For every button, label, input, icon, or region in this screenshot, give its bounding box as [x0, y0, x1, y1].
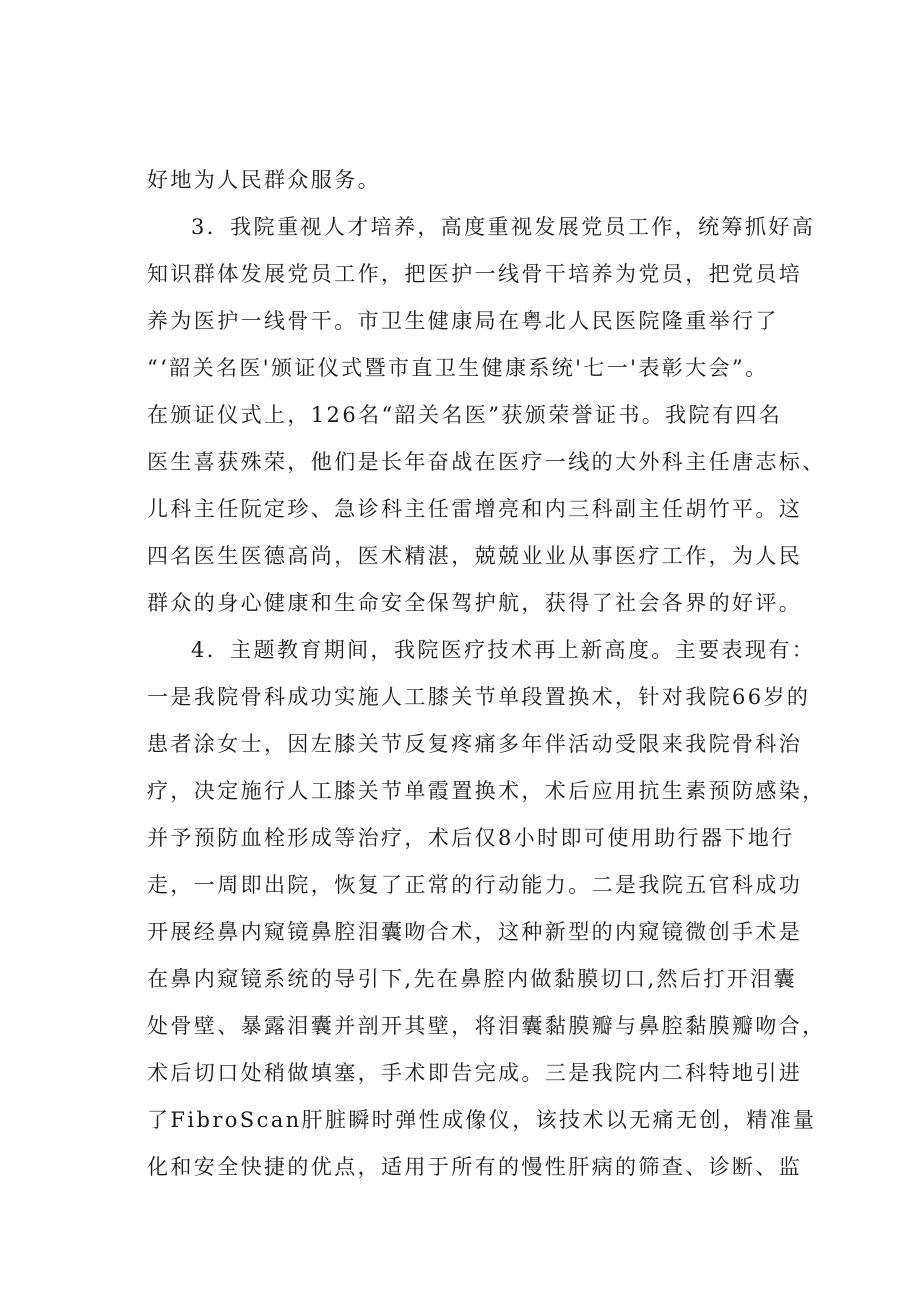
- text-line: 在颁证仪式上，126名“韶关名医”获颁荣誉证书。我院有四名: [147, 403, 783, 427]
- text-line: 好地为人民群众服务。: [147, 168, 381, 192]
- text-line: 并予预防血栓形成等治疗，术后仅8小时即可使用助行器下地行: [147, 826, 795, 850]
- text-line: 知识群体发展党员工作，把医护一线骨干培养为党员，把党员培: [147, 262, 803, 286]
- text-line: 开展经鼻内窥镜鼻腔泪囊吻合术，这种新型的内窥镜微创手术是: [147, 920, 803, 944]
- text-line: 化和安全快捷的优点，适用于所有的慢性肝病的筛查、诊断、监: [147, 1155, 803, 1179]
- text-line: 四名医生医德高尚，医术精湛，兢兢业业从事医疗工作，为人民: [147, 544, 803, 568]
- text-line: 疗，决定施行人工膝关节单霞置换术，术后应用抗生素预防感染，: [147, 779, 826, 803]
- text-line: 走，一周即出院，恢复了正常的行动能力。二是我院五官科成功: [147, 873, 803, 897]
- text-line: 处骨壁、暴露泪囊并剖开其壁，将泪囊黏膜瓣与鼻腔黏膜瓣吻合，: [147, 1014, 826, 1038]
- text-line: 了FibroScan肝脏瞬时弹性成像仪，该技术以无痛无创，精准量: [147, 1108, 817, 1132]
- text-line: 群众的身心健康和生命安全保驾护航，获得了社会各界的好评。: [147, 591, 803, 615]
- paragraph-start-line: 4．主题教育期间，我院医疗技术再上新高度。主要表现有：: [191, 638, 816, 662]
- text-line: “‘韶关名医'颁证仪式暨市直卫生健康系统'七一'表彰大会”。: [147, 356, 769, 380]
- text-line: 患者涂女士，因左膝关节反复疼痛多年伴活动受限来我院骨科治: [147, 732, 803, 756]
- text-line: 儿科主任阮定珍、急诊科主任雷增亮和内三科副主任胡竹平。这: [147, 497, 803, 521]
- text-line: 在鼻内窥镜系统的导引下,先在鼻腔内做黏膜切口,然后打开泪囊: [147, 967, 797, 991]
- body-text: [147, 157, 826, 1191]
- text-line: 术后切口处稍做填塞，手术即告完成。三是我院内二科特地引进: [147, 1061, 803, 1085]
- paragraph-start-line: 3．我院重视人才培养，高度重视发展党员工作，统筹抓好高: [191, 215, 816, 239]
- text-line: 医生喜获殊荣，他们是长年奋战在医疗一线的大外科主任唐志标、: [147, 450, 826, 474]
- text-line: 养为医护一线骨干。市卫生健康局在粤北人民医院隆重举行了: [147, 309, 779, 333]
- text-line: 一是我院骨科成功实施人工膝关节单段置换术，针对我院66岁的: [147, 685, 811, 709]
